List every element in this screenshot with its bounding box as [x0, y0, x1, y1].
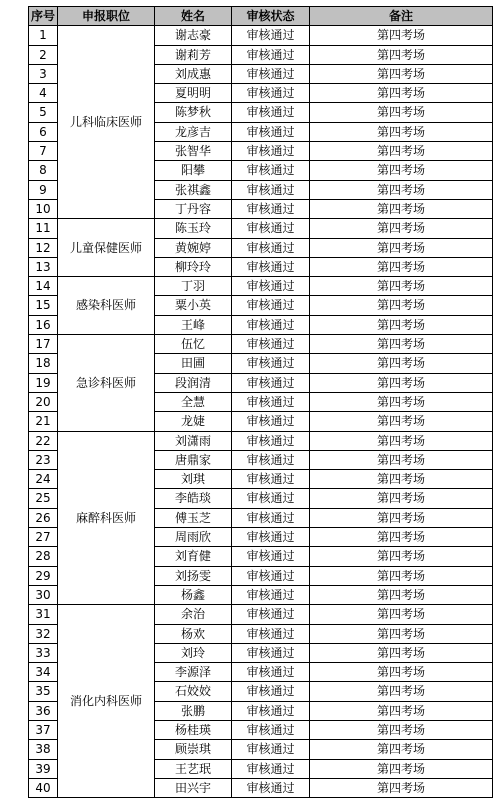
review-status: 审核通过 [232, 682, 310, 701]
remark: 第四考场 [310, 296, 493, 315]
review-status: 审核通过 [232, 315, 310, 334]
remark: 第四考场 [310, 720, 493, 739]
row-index: 1 [29, 26, 58, 45]
review-status: 审核通过 [232, 740, 310, 759]
applicant-name: 杨欢 [155, 624, 232, 643]
row-index: 17 [29, 335, 58, 354]
row-index: 14 [29, 277, 58, 296]
table-row [29, 277, 493, 296]
applicant-name: 石姣姣 [155, 682, 232, 701]
review-status: 审核通过 [232, 219, 310, 238]
applicant-name: 谢志豪 [155, 26, 232, 45]
remark: 第四考场 [310, 470, 493, 489]
remark: 第四考场 [310, 84, 493, 103]
review-status: 审核通过 [232, 26, 310, 45]
applicant-name: 周雨欣 [155, 528, 232, 547]
review-status: 审核通过 [232, 663, 310, 682]
applicant-name: 全慧 [155, 392, 232, 411]
applicant-name: 段润清 [155, 373, 232, 392]
applicant-name: 杨鑫 [155, 585, 232, 604]
applicant-name: 杨桂瑛 [155, 720, 232, 739]
review-status: 审核通过 [232, 84, 310, 103]
row-index: 15 [29, 296, 58, 315]
row-index: 10 [29, 199, 58, 218]
applicant-name: 刘扬雯 [155, 566, 232, 585]
review-status: 审核通过 [232, 122, 310, 141]
applicant-table [28, 6, 493, 798]
row-index: 30 [29, 585, 58, 604]
review-status: 审核通过 [232, 257, 310, 276]
review-status: 审核通过 [232, 450, 310, 469]
applicant-name: 龙婕 [155, 412, 232, 431]
applicant-name: 刘琪 [155, 470, 232, 489]
table-row [29, 431, 493, 450]
review-status: 审核通过 [232, 142, 310, 161]
applicant-name: 刘玲 [155, 643, 232, 662]
row-index: 13 [29, 257, 58, 276]
remark: 第四考场 [310, 64, 493, 83]
header-position: 申报职位 [58, 7, 155, 26]
row-index: 11 [29, 219, 58, 238]
review-status: 审核通过 [232, 759, 310, 778]
row-index: 19 [29, 373, 58, 392]
remark: 第四考场 [310, 566, 493, 585]
review-status: 审核通过 [232, 45, 310, 64]
applicant-name: 黄婉婷 [155, 238, 232, 257]
remark: 第四考场 [310, 778, 493, 797]
applicant-name: 伍忆 [155, 335, 232, 354]
row-index: 24 [29, 470, 58, 489]
review-status: 审核通过 [232, 528, 310, 547]
review-status: 审核通过 [232, 508, 310, 527]
review-status: 审核通过 [232, 624, 310, 643]
remark: 第四考场 [310, 335, 493, 354]
remark: 第四考场 [310, 26, 493, 45]
row-index: 36 [29, 701, 58, 720]
review-status: 审核通过 [232, 585, 310, 604]
applicant-name: 张祺鑫 [155, 180, 232, 199]
applicant-name: 刘成惠 [155, 64, 232, 83]
remark: 第四考场 [310, 180, 493, 199]
applicant-name: 田兴宇 [155, 778, 232, 797]
row-index: 6 [29, 122, 58, 141]
row-index: 32 [29, 624, 58, 643]
remark: 第四考场 [310, 122, 493, 141]
review-status: 审核通过 [232, 354, 310, 373]
review-status: 审核通过 [232, 605, 310, 624]
row-index: 29 [29, 566, 58, 585]
row-index: 9 [29, 180, 58, 199]
applicant-name: 王艺珉 [155, 759, 232, 778]
applicant-name: 张智华 [155, 142, 232, 161]
applicant-name: 李源泽 [155, 663, 232, 682]
remark: 第四考场 [310, 103, 493, 122]
remark: 第四考场 [310, 219, 493, 238]
review-status: 审核通过 [232, 335, 310, 354]
remark: 第四考场 [310, 701, 493, 720]
header-remark: 备注 [310, 7, 493, 26]
applicant-name: 谢莉芳 [155, 45, 232, 64]
remark: 第四考场 [310, 431, 493, 450]
review-status: 审核通过 [232, 470, 310, 489]
header-index: 序号 [29, 7, 58, 26]
remark: 第四考场 [310, 508, 493, 527]
row-index: 5 [29, 103, 58, 122]
header-row [29, 7, 493, 26]
remark: 第四考场 [310, 759, 493, 778]
applicant-name: 柳玲玲 [155, 257, 232, 276]
row-index: 35 [29, 682, 58, 701]
applicant-name: 粟小英 [155, 296, 232, 315]
position-cell: 消化内科医师 [58, 605, 155, 798]
remark: 第四考场 [310, 605, 493, 624]
review-status: 审核通过 [232, 277, 310, 296]
table-row [29, 605, 493, 624]
remark: 第四考场 [310, 547, 493, 566]
row-index: 31 [29, 605, 58, 624]
remark: 第四考场 [310, 624, 493, 643]
remark: 第四考场 [310, 643, 493, 662]
row-index: 22 [29, 431, 58, 450]
remark: 第四考场 [310, 354, 493, 373]
position-cell: 儿科临床医师 [58, 26, 155, 219]
review-status: 审核通过 [232, 373, 310, 392]
row-index: 23 [29, 450, 58, 469]
applicant-name: 傅玉芝 [155, 508, 232, 527]
applicant-name: 陈玉玲 [155, 219, 232, 238]
review-status: 审核通过 [232, 64, 310, 83]
header-name: 姓名 [155, 7, 232, 26]
row-index: 33 [29, 643, 58, 662]
row-index: 20 [29, 392, 58, 411]
remark: 第四考场 [310, 392, 493, 411]
row-index: 26 [29, 508, 58, 527]
remark: 第四考场 [310, 315, 493, 334]
review-status: 审核通过 [232, 701, 310, 720]
remark: 第四考场 [310, 277, 493, 296]
remark: 第四考场 [310, 740, 493, 759]
remark: 第四考场 [310, 682, 493, 701]
applicant-name: 田圃 [155, 354, 232, 373]
remark: 第四考场 [310, 663, 493, 682]
applicant-name: 唐鼎家 [155, 450, 232, 469]
applicant-name: 顾崇琪 [155, 740, 232, 759]
applicant-name: 龙彦吉 [155, 122, 232, 141]
review-status: 审核通过 [232, 412, 310, 431]
table-row [29, 335, 493, 354]
review-status: 审核通过 [232, 180, 310, 199]
review-status: 审核通过 [232, 720, 310, 739]
remark: 第四考场 [310, 161, 493, 180]
remark: 第四考场 [310, 528, 493, 547]
row-index: 12 [29, 238, 58, 257]
remark: 第四考场 [310, 373, 493, 392]
review-status: 审核通过 [232, 566, 310, 585]
row-index: 39 [29, 759, 58, 778]
row-index: 7 [29, 142, 58, 161]
row-index: 16 [29, 315, 58, 334]
review-status: 审核通过 [232, 489, 310, 508]
review-status: 审核通过 [232, 431, 310, 450]
applicant-name: 张鹏 [155, 701, 232, 720]
position-cell: 感染科医师 [58, 277, 155, 335]
review-status: 审核通过 [232, 547, 310, 566]
review-status: 审核通过 [232, 238, 310, 257]
applicant-name: 余治 [155, 605, 232, 624]
row-index: 34 [29, 663, 58, 682]
remark: 第四考场 [310, 257, 493, 276]
remark: 第四考场 [310, 585, 493, 604]
remark: 第四考场 [310, 142, 493, 161]
remark: 第四考场 [310, 45, 493, 64]
applicant-name: 阳攀 [155, 161, 232, 180]
row-index: 38 [29, 740, 58, 759]
remark: 第四考场 [310, 489, 493, 508]
table-row [29, 219, 493, 238]
position-cell: 儿童保健医师 [58, 219, 155, 277]
applicant-name: 陈梦秋 [155, 103, 232, 122]
review-status: 审核通过 [232, 778, 310, 797]
table-row [29, 26, 493, 45]
remark: 第四考场 [310, 199, 493, 218]
row-index: 28 [29, 547, 58, 566]
review-status: 审核通过 [232, 643, 310, 662]
review-status: 审核通过 [232, 392, 310, 411]
row-index: 8 [29, 161, 58, 180]
applicant-name: 王峰 [155, 315, 232, 334]
row-index: 40 [29, 778, 58, 797]
position-cell: 麻醉科医师 [58, 431, 155, 605]
applicant-name: 夏明明 [155, 84, 232, 103]
row-index: 25 [29, 489, 58, 508]
applicant-name: 丁羽 [155, 277, 232, 296]
table-body [29, 26, 493, 798]
applicant-name: 李皓琰 [155, 489, 232, 508]
review-status: 审核通过 [232, 103, 310, 122]
row-index: 37 [29, 720, 58, 739]
row-index: 3 [29, 64, 58, 83]
review-status: 审核通过 [232, 199, 310, 218]
row-index: 27 [29, 528, 58, 547]
row-index: 21 [29, 412, 58, 431]
applicant-name: 刘育健 [155, 547, 232, 566]
header-status: 审核状态 [232, 7, 310, 26]
review-status: 审核通过 [232, 296, 310, 315]
applicant-name: 刘潇雨 [155, 431, 232, 450]
row-index: 18 [29, 354, 58, 373]
remark: 第四考场 [310, 238, 493, 257]
remark: 第四考场 [310, 412, 493, 431]
remark: 第四考场 [310, 450, 493, 469]
row-index: 4 [29, 84, 58, 103]
applicant-name: 丁丹容 [155, 199, 232, 218]
position-cell: 急诊科医师 [58, 335, 155, 431]
review-status: 审核通过 [232, 161, 310, 180]
row-index: 2 [29, 45, 58, 64]
